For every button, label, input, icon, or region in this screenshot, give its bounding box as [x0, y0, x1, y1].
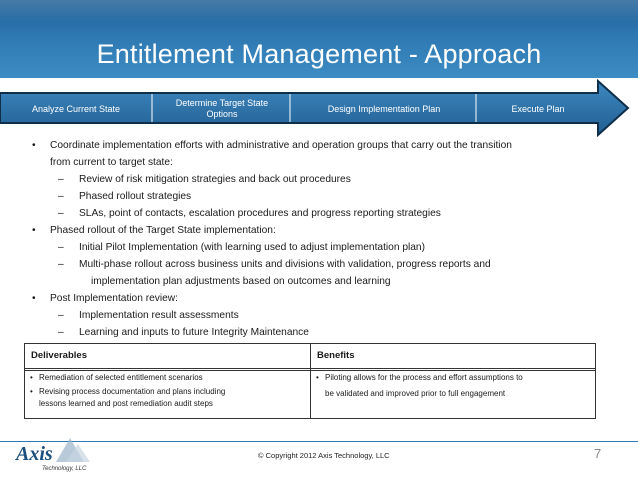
sub-bullet: – Phased rollout strategies [30, 188, 590, 205]
list-item-continuation: lessons learned and post remediation audit steps [39, 399, 213, 408]
bullet-dot-icon: • [30, 373, 33, 382]
bullet-dot-icon: • [30, 387, 33, 396]
list-item: • Remediation of selected entitlement scenarios [30, 373, 203, 382]
approach-bullets [30, 137, 590, 341]
bullet-dot-icon: • [32, 225, 36, 236]
benefits-cell [313, 372, 593, 402]
list-item: • Piloting allows for the process and effort assumptions to [316, 373, 523, 382]
sub-bullet: – Learning and inputs to future Integrity Maintenance [30, 324, 590, 341]
list-item: • Revising process documentation and plans including [30, 387, 226, 396]
phase-analyze-current-state: Analyze Current State [31, 103, 121, 114]
copyright-text: © Copyright 2012 Axis Technology, LLC [258, 451, 390, 460]
dash-icon: – [58, 242, 64, 253]
bullet-dot-icon: • [316, 373, 319, 382]
logo-subtext: Technology, LLC [42, 466, 87, 472]
sub-bullet: – Review of risk mitigation strategies and back out procedures [30, 171, 590, 188]
bullet-text-line: Coordinate implementation efforts with administrative and operation groups that carry out the transition [50, 140, 512, 151]
axis-logo [12, 434, 102, 474]
deliverables-cell [27, 372, 307, 412]
deliverables-benefits-table [24, 343, 596, 419]
sub-bullet-continuation: implementation plan adjustments based on outcomes and learning [91, 276, 391, 287]
bullet-post-implementation: • Post Implementation review: [30, 290, 590, 307]
phase-execute-plan: Execute Plan [511, 103, 565, 114]
bullet-phased-rollout: • Phased rollout of the Target State implementation: [30, 222, 590, 239]
page-title: Entitlement Management - Approach [96, 39, 542, 69]
phase-design-implementation-plan: Design Implementation Plan [327, 103, 441, 114]
benefits-header: Benefits [317, 350, 355, 361]
dash-icon: – [58, 310, 64, 321]
sub-bullet: – SLAs, point of contacts, escalation procedures and progress reporting strategies [30, 205, 590, 222]
sub-bullet: – Multi-phase rollout across business units and divisions with validation, progress reports and [30, 256, 590, 273]
logo-text: Axis [16, 443, 53, 465]
phase-determine-target-state: Determine Target State Options [175, 98, 269, 119]
dash-icon: – [58, 174, 64, 185]
bullet-text-line: from current to target state: [50, 157, 173, 168]
sub-bullet: – Initial Pilot Implementation (with learning used to adjust implementation plan) [30, 239, 590, 256]
list-item-continuation: be validated and improved prior to full engagement [325, 389, 506, 398]
dash-icon: – [58, 327, 64, 338]
bullet-dot-icon: • [32, 293, 36, 304]
sub-bullet: – Implementation result assessments [30, 307, 590, 324]
bullet-dot-icon: • [32, 140, 36, 151]
dash-icon: – [58, 191, 64, 202]
table-body-row [25, 372, 595, 418]
dash-icon: – [58, 208, 64, 219]
page-number: 7 [594, 446, 602, 461]
bullet-coordinate [30, 137, 590, 171]
deliverables-header: Deliverables [31, 350, 87, 361]
dash-icon: – [58, 259, 64, 270]
